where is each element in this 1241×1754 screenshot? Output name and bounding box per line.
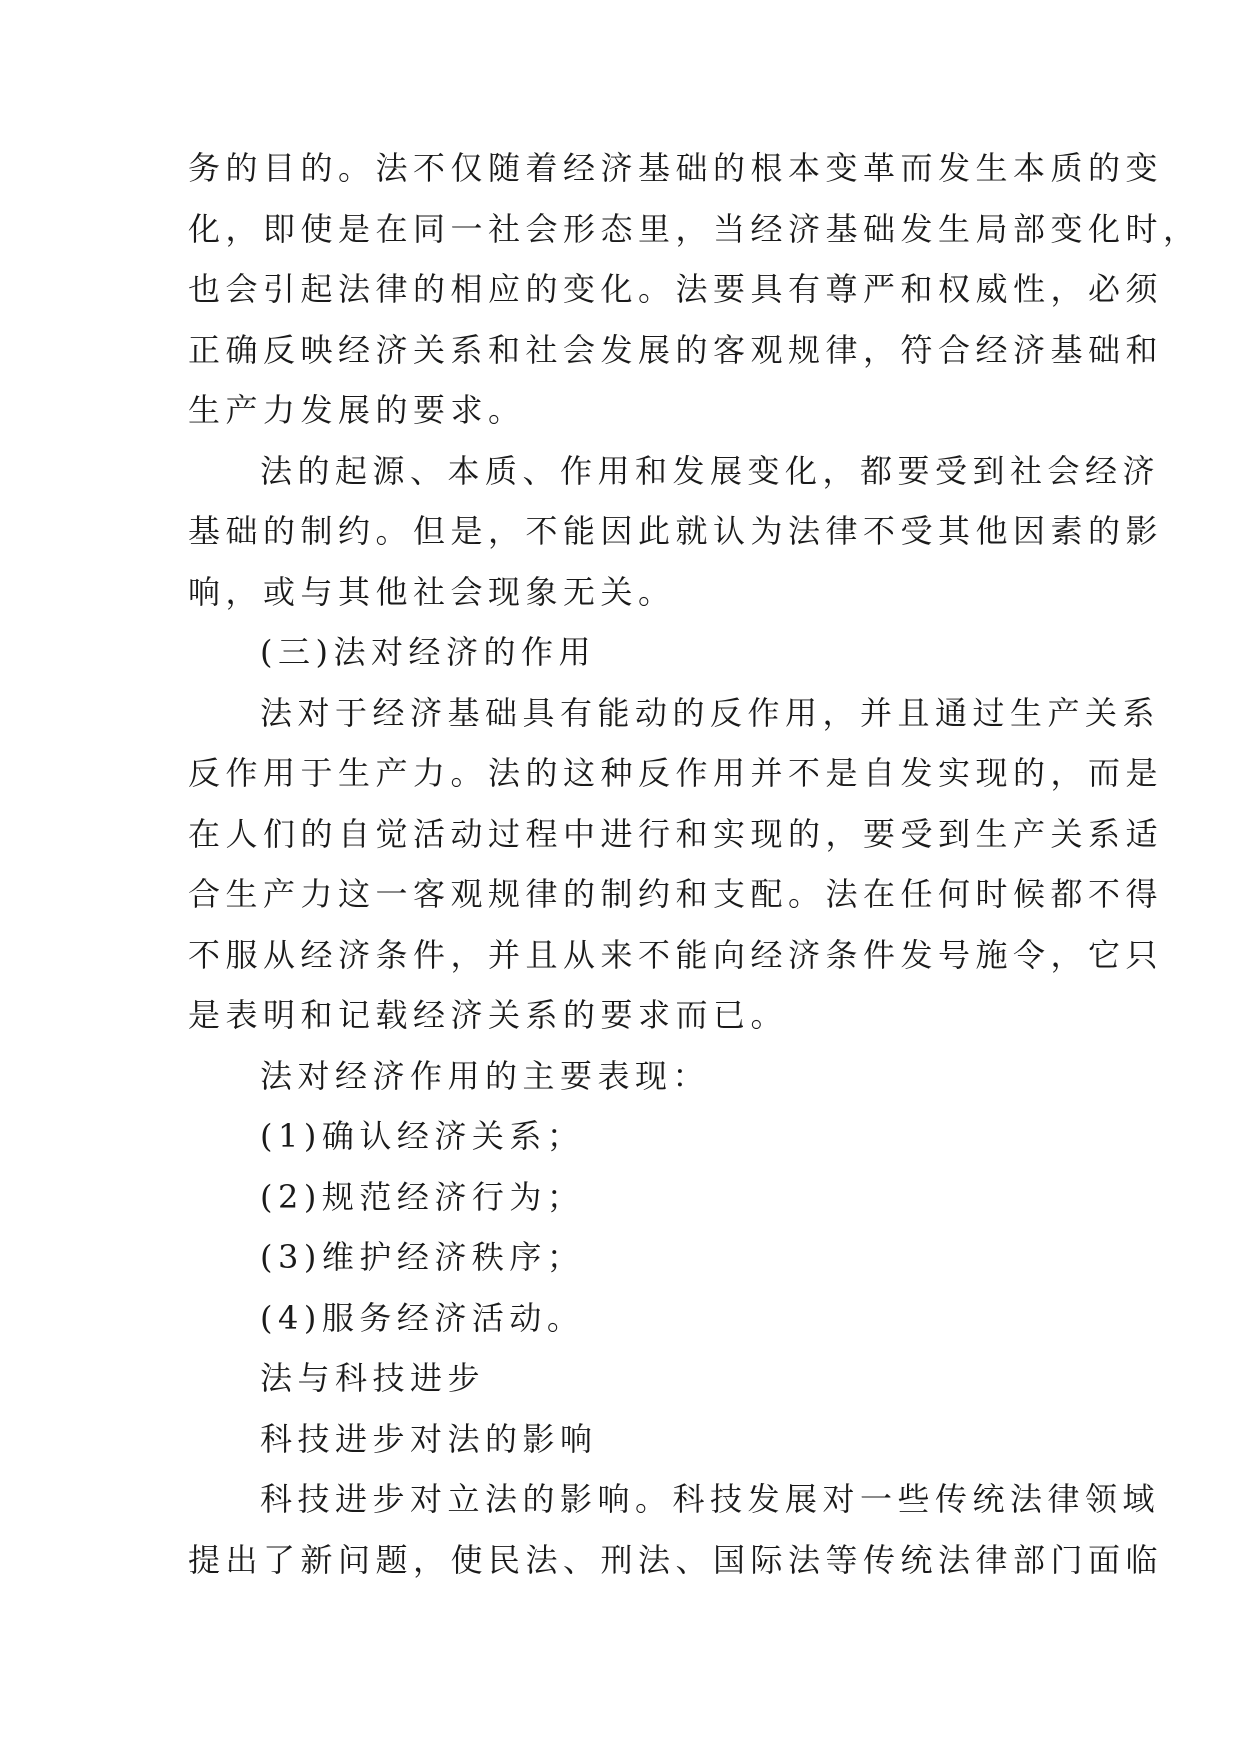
text-line: 在人们的自觉活动过程中进行和实现的，要受到生产关系适 xyxy=(188,814,1164,853)
text-line: 正确反映经济关系和社会发展的客观规律，符合经济基础和 xyxy=(188,330,1164,369)
text-line: 生产力发展的要求。 xyxy=(188,391,526,429)
text-line: 响，或与其他社会现象无关。 xyxy=(188,572,676,611)
text-line: 不服从经济条件，并且从来不能向经济条件发号施令，它只 xyxy=(188,935,1164,974)
text-line: 基础的制约。但是，不能因此就认为法律不受其他因素的影 xyxy=(188,512,1164,550)
list-intro-line: 法对经济作用的主要表现： xyxy=(260,1056,711,1095)
text-line: 化，即使是在同一社会形态里，当经济基础发生局部变化时， xyxy=(188,209,1201,248)
section-heading: 法与科技进步 xyxy=(260,1359,486,1397)
text-line: 合生产力这一客观规律的制约和支配。法在任何时候都不得 xyxy=(188,875,1164,913)
list-item: (3)维护经济秩序； xyxy=(260,1238,585,1276)
text-line: 务的目的。法不仅随着经济基础的根本变革而发生本质的变 xyxy=(188,149,1164,187)
section-heading: (三)法对经济的作用 xyxy=(260,633,596,671)
paragraph-start-line: 科技进步对立法的影响。科技发展对一些传统法律领域 xyxy=(260,1480,1161,1518)
text-line: 是表明和记载经济关系的要求而已。 xyxy=(188,996,789,1034)
text-line: 反作用于生产力。法的这种反作用并不是自发实现的，而是 xyxy=(188,754,1164,792)
list-item: (2)规范经济行为； xyxy=(260,1177,585,1216)
document-body xyxy=(188,138,1201,1590)
text-line: 提出了新问题，使民法、刑法、国际法等传统法律部门面临 xyxy=(188,1540,1164,1579)
list-item: (4)服务经济活动。 xyxy=(260,1298,585,1337)
paragraph-start-line: 法对于经济基础具有能动的反作用，并且通过生产关系 xyxy=(260,693,1161,732)
text-line: 也会引起法律的相应的变化。法要具有尊严和权威性，必须 xyxy=(188,270,1164,308)
subsection-heading: 科技进步对法的影响 xyxy=(260,1419,598,1458)
paragraph-start-line: 法的起源、本质、作用和发展变化，都要受到社会经济 xyxy=(260,451,1161,490)
list-item: (1)确认经济关系； xyxy=(260,1117,585,1155)
